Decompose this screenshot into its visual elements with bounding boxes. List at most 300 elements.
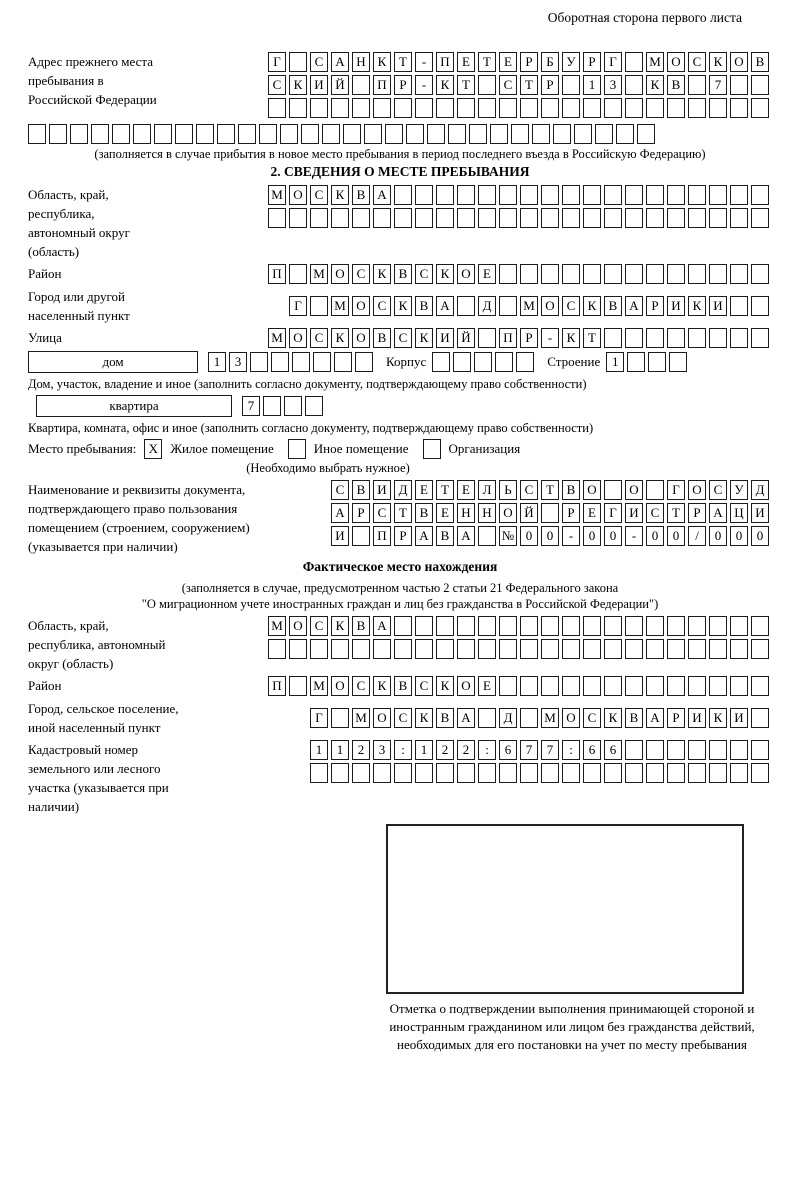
char-box [730, 616, 748, 636]
char-box: И [667, 296, 685, 316]
char-box [553, 124, 571, 144]
char-box: А [331, 503, 349, 523]
char-box [352, 763, 370, 783]
char-box [709, 208, 727, 228]
char-box [646, 740, 664, 760]
char-box: 3 [604, 75, 622, 95]
char-box: Г [289, 296, 307, 316]
char-box: К [289, 75, 307, 95]
char-box: Р [520, 52, 538, 72]
actual-location-title: Фактическое место нахождения [302, 559, 498, 574]
char-box [646, 264, 664, 284]
char-box: С [394, 708, 412, 728]
char-box [175, 124, 193, 144]
char-box [352, 208, 370, 228]
char-box: С [415, 264, 433, 284]
cadastral-row-2 [310, 763, 772, 783]
char-box: 1 [415, 740, 433, 760]
char-box [385, 124, 403, 144]
char-box [457, 763, 475, 783]
char-box [373, 763, 391, 783]
char-box [289, 98, 307, 118]
char-box [415, 208, 433, 228]
char-box: И [331, 526, 349, 546]
char-box [133, 124, 151, 144]
char-box: С [310, 185, 328, 205]
char-box: К [331, 185, 349, 205]
char-box [436, 763, 454, 783]
house-type-box: дом [28, 351, 198, 373]
section2-title: 2. СВЕДЕНИЯ О МЕСТЕ ПРЕБЫВАНИЯ [270, 164, 530, 179]
actual-region-label: Область, край, республика, автономный округ (область) [28, 618, 166, 671]
district-label: Район [28, 266, 62, 281]
char-box: 7 [709, 75, 727, 95]
stay-type-note: (Необходимо выбрать нужное) [246, 461, 410, 475]
char-box: 0 [541, 526, 559, 546]
char-box: В [352, 185, 370, 205]
char-box: К [436, 75, 454, 95]
char-box [730, 75, 748, 95]
char-box: О [331, 676, 349, 696]
char-box [541, 763, 559, 783]
char-box: Р [394, 75, 412, 95]
char-box [70, 124, 88, 144]
char-box [284, 396, 302, 416]
char-box: М [310, 676, 328, 696]
char-box [415, 616, 433, 636]
char-box: Т [541, 480, 559, 500]
char-box [709, 185, 727, 205]
char-box [709, 676, 727, 696]
char-box [562, 676, 580, 696]
char-box [436, 639, 454, 659]
char-box: М [268, 616, 286, 636]
char-box: - [415, 75, 433, 95]
actual-location-note-1: (заполняется в случае, предусмотренном частью 2 статьи 21 Федерального закона [181, 581, 619, 595]
char-box [289, 52, 307, 72]
char-box [646, 208, 664, 228]
stroenie-cells [606, 352, 690, 372]
actual-district-row [268, 676, 772, 696]
char-box [196, 124, 214, 144]
char-box [730, 639, 748, 659]
char-box: Е [415, 480, 433, 500]
char-box [427, 124, 445, 144]
char-box: В [415, 503, 433, 523]
char-box [667, 763, 685, 783]
char-box: Ц [730, 503, 748, 523]
char-box [562, 264, 580, 284]
char-box: В [352, 616, 370, 636]
char-box [751, 763, 769, 783]
char-box [646, 763, 664, 783]
char-box: 6 [499, 740, 517, 760]
char-box: В [436, 708, 454, 728]
char-box [688, 208, 706, 228]
char-box [625, 763, 643, 783]
char-box [436, 185, 454, 205]
actual-city-group [28, 699, 772, 737]
district-row [268, 264, 772, 284]
char-box [667, 208, 685, 228]
char-box [667, 185, 685, 205]
char-box [499, 185, 517, 205]
char-box [331, 98, 349, 118]
option-organization-label: Организация [448, 441, 521, 456]
char-box [751, 208, 769, 228]
char-box [541, 208, 559, 228]
char-box [595, 124, 613, 144]
char-box [478, 763, 496, 783]
char-box [709, 98, 727, 118]
korpus-label: Корпус [386, 354, 427, 369]
stay-type-row [28, 439, 772, 459]
char-box [667, 328, 685, 348]
document-row-1 [331, 480, 772, 500]
char-box: А [373, 185, 391, 205]
char-box [688, 763, 706, 783]
char-box: Р [541, 75, 559, 95]
char-box [604, 616, 622, 636]
char-box [583, 264, 601, 284]
char-box [406, 124, 424, 144]
char-box: И [688, 708, 706, 728]
char-box: Н [457, 503, 475, 523]
char-box [583, 676, 601, 696]
char-box [688, 616, 706, 636]
char-box: В [436, 526, 454, 546]
char-box [457, 616, 475, 636]
char-box [730, 264, 748, 284]
actual-location-notes [28, 580, 772, 612]
char-box [520, 676, 538, 696]
char-box: О [625, 480, 643, 500]
char-box [730, 676, 748, 696]
checkbox-residential[interactable]: X [144, 439, 162, 459]
char-box: - [625, 526, 643, 546]
char-box: В [667, 75, 685, 95]
char-box: Р [646, 296, 664, 316]
char-box: К [331, 328, 349, 348]
stamp-caption: Отметка о подтверждении выполнения принимающей стороной и иностранным гражданином или лицом без гражданства действий, необходимых для его постановки на учет по месту пребывания [389, 1001, 755, 1052]
char-box: 7 [520, 740, 538, 760]
char-box [730, 185, 748, 205]
char-box [604, 763, 622, 783]
char-box [499, 264, 517, 284]
char-box: Т [667, 503, 685, 523]
char-box: О [289, 185, 307, 205]
char-box [436, 616, 454, 636]
char-box [688, 185, 706, 205]
char-box: Т [478, 52, 496, 72]
char-box: У [562, 52, 580, 72]
char-box [646, 185, 664, 205]
char-box: С [709, 480, 727, 500]
char-box [271, 352, 289, 372]
char-box [280, 124, 298, 144]
char-box [541, 639, 559, 659]
house-note: Дом, участок, владение и иное (заполнить согласно документу, подтверждающему право собственности) [28, 377, 587, 391]
char-box: Т [520, 75, 538, 95]
char-box: Е [436, 503, 454, 523]
char-box: О [352, 296, 370, 316]
char-box [259, 124, 277, 144]
char-box: Г [310, 708, 328, 728]
char-box: С [562, 296, 580, 316]
char-box [457, 185, 475, 205]
char-box: 1 [606, 352, 624, 372]
prev-address-note: (заполняется в случае прибытия в новое место пребывания в период последнего въезда в Российскую Федерацию) [94, 147, 706, 161]
char-box [562, 208, 580, 228]
char-box: К [373, 52, 391, 72]
char-box: С [394, 328, 412, 348]
char-box [499, 676, 517, 696]
char-box [331, 639, 349, 659]
street-label: Улица [28, 330, 62, 345]
option-other-premises-label: Иное помещение [313, 441, 409, 456]
apartment-note: Квартира, комната, офис и иное (заполнить согласно документу, подтверждающему право собственности) [28, 421, 594, 435]
char-box [457, 296, 475, 316]
char-box [516, 352, 534, 372]
actual-region-row-1 [268, 616, 772, 636]
char-box [625, 676, 643, 696]
char-box [688, 98, 706, 118]
char-box: С [268, 75, 286, 95]
char-box [730, 740, 748, 760]
char-box: М [310, 264, 328, 284]
char-box [562, 763, 580, 783]
char-box: 0 [709, 526, 727, 546]
char-box: Д [394, 480, 412, 500]
char-box: Р [352, 503, 370, 523]
char-box [91, 124, 109, 144]
char-box: К [436, 676, 454, 696]
char-box [499, 639, 517, 659]
char-box [604, 185, 622, 205]
char-box: К [394, 296, 412, 316]
char-box [604, 264, 622, 284]
char-box [355, 352, 373, 372]
prev-address-label: Адрес прежнего места пребывания в Российской Федерации [28, 54, 157, 107]
char-box: М [268, 185, 286, 205]
char-box: М [268, 328, 286, 348]
char-box [394, 185, 412, 205]
char-box: Е [499, 52, 517, 72]
char-box [511, 124, 529, 144]
char-box: А [436, 296, 454, 316]
char-box [373, 639, 391, 659]
char-box [541, 676, 559, 696]
char-box: М [646, 52, 664, 72]
char-box: Т [394, 503, 412, 523]
char-box: Т [394, 52, 412, 72]
char-box: А [457, 708, 475, 728]
char-box: Р [520, 328, 538, 348]
char-box: 1 [331, 740, 349, 760]
char-box [373, 208, 391, 228]
char-box [478, 98, 496, 118]
char-box [751, 296, 769, 316]
char-box [688, 676, 706, 696]
char-box [499, 296, 517, 316]
char-box: У [730, 480, 748, 500]
char-box [646, 616, 664, 636]
char-box [310, 208, 328, 228]
char-box [688, 264, 706, 284]
char-box [709, 763, 727, 783]
char-box: С [331, 480, 349, 500]
char-box [604, 676, 622, 696]
char-box [112, 124, 130, 144]
char-box [453, 352, 471, 372]
char-box [499, 616, 517, 636]
house-number-cells [208, 352, 376, 372]
char-box [436, 98, 454, 118]
char-box [562, 616, 580, 636]
char-box: Е [457, 52, 475, 72]
char-box: 0 [646, 526, 664, 546]
char-box: М [520, 296, 538, 316]
document-row-2 [331, 503, 772, 523]
char-box [562, 98, 580, 118]
char-box [667, 616, 685, 636]
char-box [583, 639, 601, 659]
char-box: К [436, 264, 454, 284]
page-side-note: Оборотная сторона первого листа [547, 10, 742, 25]
char-box: Р [583, 52, 601, 72]
char-box [604, 480, 622, 500]
char-box [583, 616, 601, 636]
char-box: О [562, 708, 580, 728]
char-box: 7 [242, 396, 260, 416]
char-box [688, 639, 706, 659]
char-box [268, 98, 286, 118]
char-box: Т [457, 75, 475, 95]
char-box: В [373, 328, 391, 348]
char-box [520, 616, 538, 636]
apartment-number-cells [242, 396, 326, 416]
char-box: С [352, 676, 370, 696]
char-box [667, 740, 685, 760]
char-box [289, 208, 307, 228]
char-box: Е [457, 480, 475, 500]
document-rows [331, 480, 772, 549]
char-box: 7 [541, 740, 559, 760]
checkbox-other-premises[interactable] [288, 439, 306, 459]
char-box: 0 [730, 526, 748, 546]
actual-region-row-2 [268, 639, 772, 659]
char-box: С [646, 503, 664, 523]
char-box [520, 98, 538, 118]
char-box [730, 328, 748, 348]
char-box [562, 75, 580, 95]
char-box: С [688, 52, 706, 72]
char-box [394, 208, 412, 228]
char-box [669, 352, 687, 372]
char-box [562, 185, 580, 205]
char-box [541, 98, 559, 118]
char-box: А [457, 526, 475, 546]
char-box [478, 616, 496, 636]
prev-address-rows [268, 52, 772, 121]
char-box [352, 526, 370, 546]
checkbox-organization[interactable] [423, 439, 441, 459]
char-box: Л [478, 480, 496, 500]
char-box [751, 676, 769, 696]
char-box: Г [604, 503, 622, 523]
char-box [627, 352, 645, 372]
char-box [616, 124, 634, 144]
char-box: П [436, 52, 454, 72]
char-box [499, 98, 517, 118]
char-box [625, 616, 643, 636]
char-box: О [289, 328, 307, 348]
char-box: С [310, 616, 328, 636]
char-box [343, 124, 361, 144]
char-box: В [751, 52, 769, 72]
char-box [289, 676, 307, 696]
char-box [625, 264, 643, 284]
char-box [625, 208, 643, 228]
char-box: Г [268, 52, 286, 72]
char-box: В [352, 480, 370, 500]
char-box: 6 [604, 740, 622, 760]
char-box: О [583, 480, 601, 500]
char-box: К [583, 296, 601, 316]
char-box [448, 124, 466, 144]
char-box [520, 208, 538, 228]
char-box [499, 208, 517, 228]
char-box [574, 124, 592, 144]
char-box [310, 763, 328, 783]
char-box [625, 639, 643, 659]
char-box [646, 639, 664, 659]
char-box [352, 639, 370, 659]
char-box [520, 708, 538, 728]
char-box: С [373, 296, 391, 316]
char-box [625, 98, 643, 118]
char-box [709, 740, 727, 760]
char-box [310, 296, 328, 316]
char-box: О [688, 480, 706, 500]
char-box [495, 352, 513, 372]
char-box [499, 763, 517, 783]
char-box [478, 708, 496, 728]
char-box [751, 75, 769, 95]
char-box: Г [667, 480, 685, 500]
char-box: 2 [457, 740, 475, 760]
char-box: Й [457, 328, 475, 348]
prev-address-row-1 [268, 52, 772, 72]
cadastral-group [28, 740, 772, 816]
district-group [28, 264, 772, 284]
char-box: Р [667, 708, 685, 728]
char-box [604, 328, 622, 348]
char-box [604, 639, 622, 659]
char-box: С [415, 676, 433, 696]
apartment-row [28, 395, 772, 417]
char-box [709, 639, 727, 659]
char-box [751, 639, 769, 659]
char-box [625, 328, 643, 348]
char-box: А [646, 708, 664, 728]
char-box [709, 616, 727, 636]
char-box: И [310, 75, 328, 95]
char-box: Т [583, 328, 601, 348]
char-box [301, 124, 319, 144]
char-box [520, 264, 538, 284]
char-box: В [625, 708, 643, 728]
